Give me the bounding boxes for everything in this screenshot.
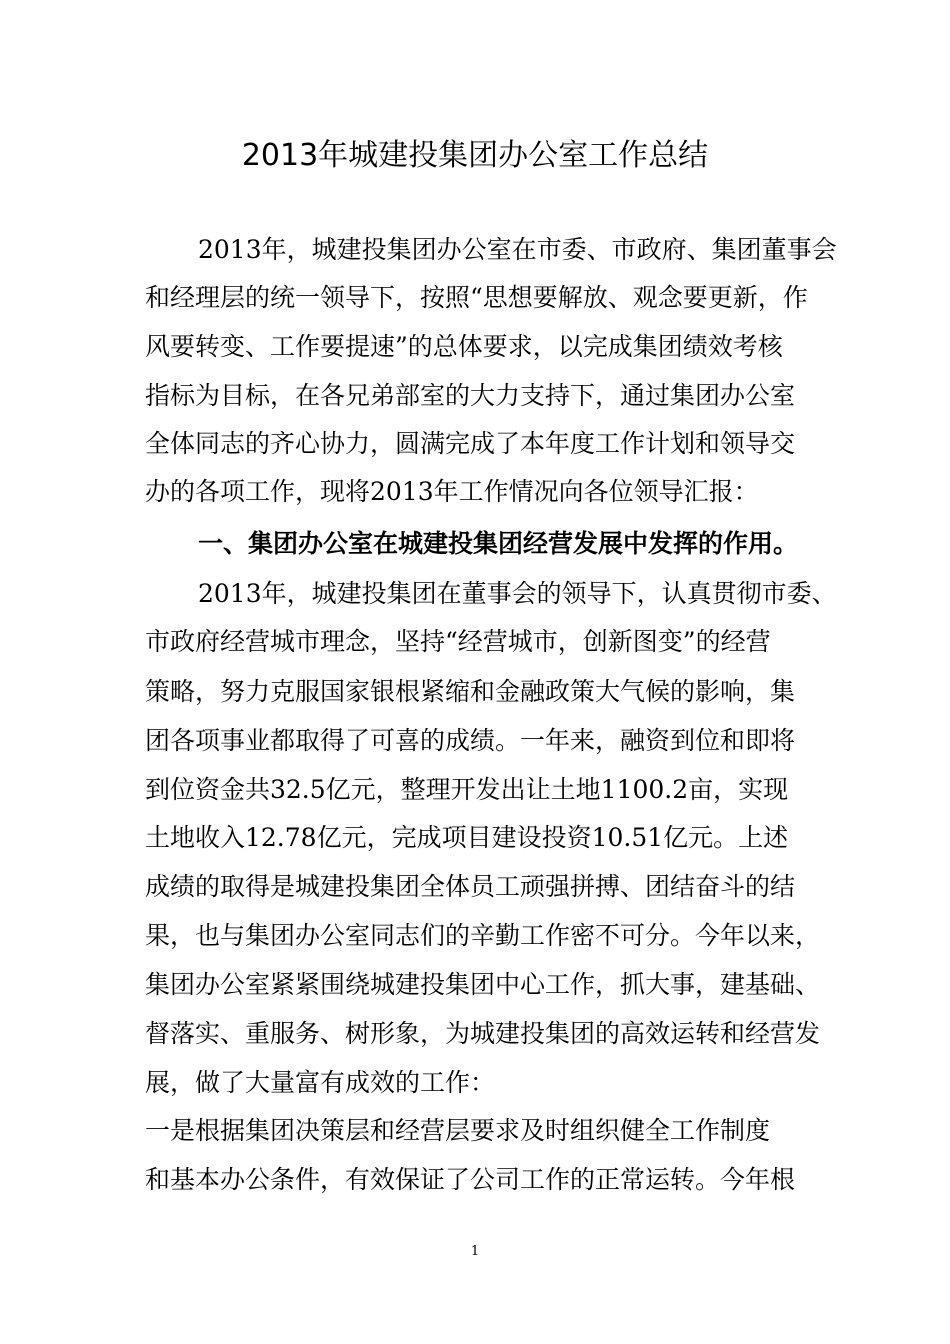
paragraph-line: 团各项事业都取得了可喜的成绩。一年来，融资到位和即将 [145, 726, 796, 755]
paragraph-line: 办的各项工作，现将2013年工作情况向各位领导汇报： [145, 477, 759, 506]
section-heading: 一、集团办公室在城建投集团经营发展中发挥的作用。 [198, 529, 799, 558]
paragraph-line: 全体同志的齐心协力，圆满完成了本年度工作计划和领导交 [145, 429, 796, 458]
paragraph-line: 和基本办公条件，有效保证了公司工作的正常运转。今年根 [145, 1165, 796, 1194]
paragraph-line: 集团办公室紧紧围绕城建投集团中心工作，抓大事，建基础、 [145, 970, 821, 999]
paragraph-line: 风要转变、工作要提速”的总体要求，以完成集团绩效考核 [145, 332, 783, 361]
paragraph-line: 策略，努力克服国家银根紧缩和金融政策大气候的影响，集 [145, 677, 796, 706]
page-number: 1 [470, 1244, 480, 1259]
paragraph-line: 成绩的取得是城建投集团全体员工顽强拼搏、团结奋斗的结 [145, 872, 796, 901]
paragraph-line: 和经理层的统一领导下，按照“思想要解放、观念要更新，作 [145, 283, 808, 312]
paragraph-line: 2013年，城建投集团办公室在市委、市政府、集团董事会 [198, 235, 837, 264]
paragraph-line: 一是根据集团决策层和经营层要求及时组织健全工作制度 [145, 1116, 771, 1145]
paragraph-line: 果，也与集团办公室同志们的辛勤工作密不可分。今年以来， [145, 921, 821, 950]
paragraph-line: 土地收入12.78亿元，完成项目建设投资10.51亿元。上述 [145, 823, 789, 852]
paragraph-line: 督落实、重服务、树形象，为城建投集团的高效运转和经营发 [145, 1019, 821, 1048]
paragraph-line: 展，做了大量富有成效的工作： [145, 1068, 496, 1097]
paragraph-line: 2013年，城建投集团在董事会的领导下，认真贯彻市委、 [198, 579, 837, 608]
paragraph-line: 指标为目标，在各兄弟部室的大力支持下，通过集团办公室 [145, 381, 796, 410]
paragraph-line: 市政府经营城市理念，坚持“经营城市，创新图变”的经营 [145, 627, 771, 656]
paragraph-line: 到位资金共32.5亿元，整理开发出让土地1100.2亩，实现 [145, 775, 789, 804]
document-title: 2013年城建投集团办公室工作总结 [241, 138, 709, 173]
